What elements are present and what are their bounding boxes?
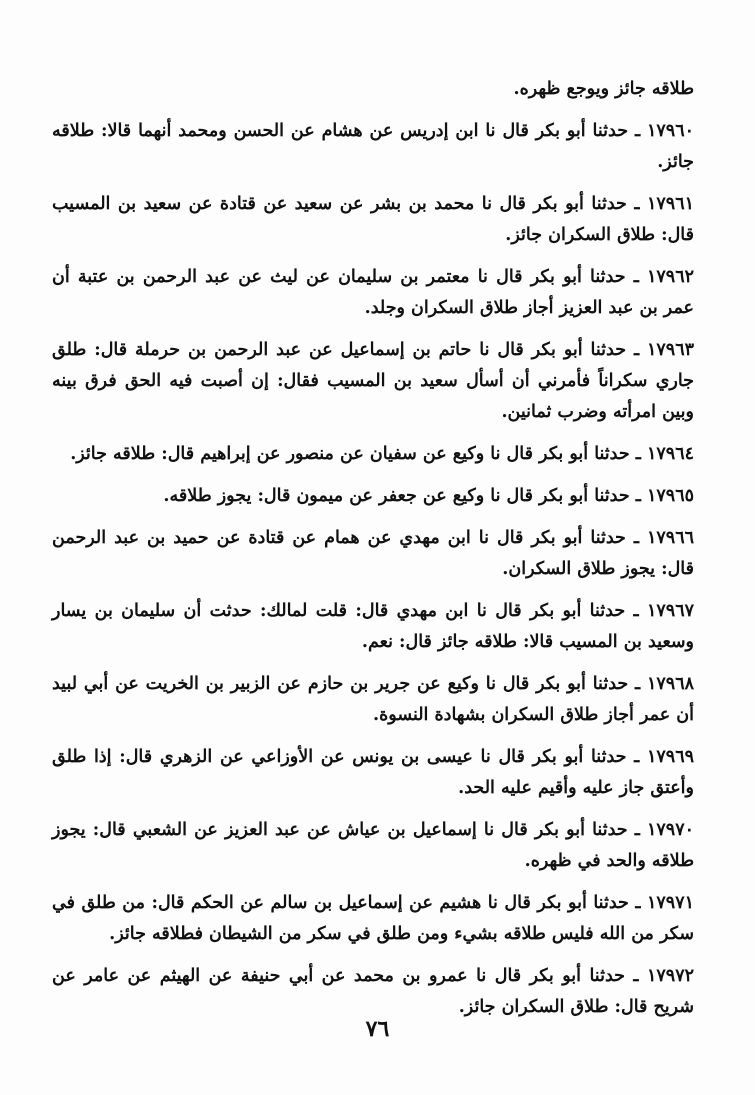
page-number: ٧٦	[365, 1016, 390, 1042]
hadith-17963: ١٧٩٦٣ ـ حدثنا أبو بكر قال نا حاتم بن إسماعيل عن عبد الرحمن بن حرملة قال: طلق جاري سكراناً فأمرني أن أسأل سعيد بن المسيب فقال: إن أصبت فيه الحق فرق بينه وبين امرأته وضرب ثمانين.	[52, 340, 694, 422]
hadith-17967: ١٧٩٦٧ ـ حدثنا أبو بكر قال نا ابن مهدي قال: قلت لمالك: حدثت أن سليمان بن يسار وسعيد بن المسيب قالا: طلاقه جائز قال: نعم.	[52, 601, 694, 652]
hadith-17970: ١٧٩٧٠ ـ حدثنا أبو بكر قال نا إسماعيل بن عياش عن عبد العزيز عن الشعبي قال: يجوز طلاقه والحد في ظهره.	[52, 820, 694, 871]
hadith-17972: ١٧٩٧٢ ـ حدثنا أبو بكر قال نا عمرو بن محمد عن أبي حنيفة عن الهيثم عن عامر عن شريح قال: طلاق السكران جائز.	[52, 966, 694, 1017]
hadith-17965: ١٧٩٦٥ ـ حدثنا أبو بكر قال نا وكيع عن جعفر عن ميمون قال: يجوز طلاقه.	[163, 486, 694, 506]
page-text	[52, 74, 694, 1023]
hadith-17966: ١٧٩٦٦ ـ حدثنا أبو بكر قال نا ابن مهدي عن همام عن قتادة عن حميد بن عبد الرحمن قال: يجوز طلاق السكران.	[52, 528, 694, 579]
hadith-17969: ١٧٩٦٩ ـ حدثنا أبو بكر قال نا عيسى بن يونس عن الأوزاعي عن الزهري قال: إذا طلق وأعتق جاز عليه وأقيم عليه الحد.	[52, 747, 694, 798]
hadith-17968: ١٧٩٦٨ ـ حدثنا أبو بكر قال نا وكيع عن جرير بن حازم عن الزبير بن الخريت عن أبي لبيد أن عمر أجاز طلاق السكران بشهادة النسوة.	[52, 674, 694, 725]
hadith-17964: ١٧٩٦٤ ـ حدثنا أبو بكر قال نا وكيع عن سفيان عن منصور عن إبراهيم قال: طلاقه جائز.	[70, 444, 694, 464]
hadith-17961: ١٧٩٦١ ـ حدثنا أبو بكر قال نا محمد بن بشر عن سعيد عن قتادة عن سعيد بن المسيب قال: طلاق السكران جائز.	[52, 194, 694, 245]
hadith-17960: ١٧٩٦٠ ـ حدثنا أبو بكر قال نا ابن إدريس عن هشام عن الحسن ومحمد أنهما قالا: طلاقه جائز.	[52, 121, 694, 172]
paragraph-continuation: طلاقه جائز ويوجع ظهره.	[513, 79, 694, 99]
hadith-17971: ١٧٩٧١ ـ حدثنا أبو بكر قال نا هشيم عن إسماعيل بن سالم عن الحكم قال: من طلق في سكر من الله فليس طلاقه بشيء ومن طلق في سكر من الشيطان فطلاقه جائز.	[52, 893, 694, 944]
hadith-17962: ١٧٩٦٢ ـ حدثنا أبو بكر قال نا معتمر بن سليمان عن ليث عن عبد الرحمن بن عتبة أن عمر بن عبد العزيز أجاز طلاق السكران وجلد.	[52, 267, 694, 318]
